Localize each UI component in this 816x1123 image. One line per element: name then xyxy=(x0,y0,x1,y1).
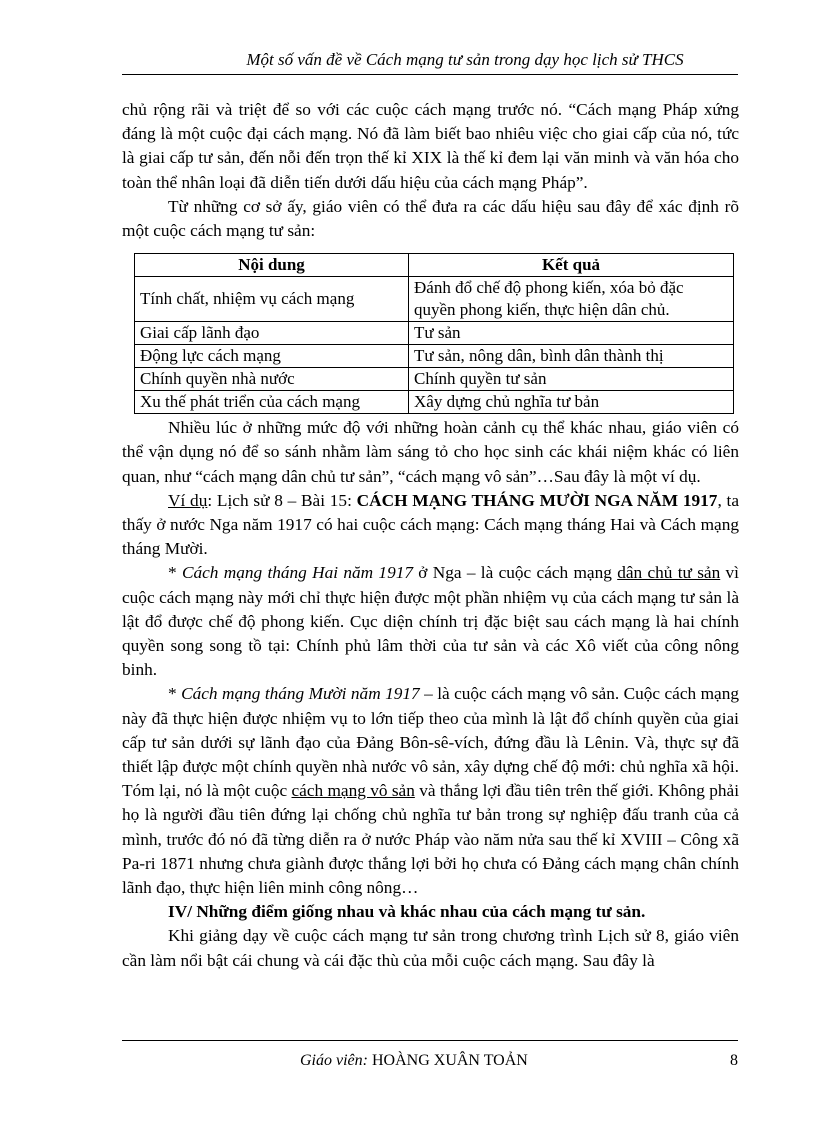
page-number: 8 xyxy=(730,1052,738,1069)
revolution-name: Cách mạng tháng Hai năm 1917 xyxy=(181,563,413,583)
table-cell: Chính quyền tư sản xyxy=(409,368,734,391)
table-row xyxy=(135,322,734,345)
table-cell: Tư sản, nông dân, bình dân thành thị xyxy=(409,345,734,368)
running-header: Một số vấn đề về Cách mạng tư sản trong dạy học lịch sử THCS xyxy=(246,50,684,69)
paragraph: Nhiều lúc ở những mức độ với những hoàn cảnh cụ thể khác nhau, giáo viên có thể vận dụng nó để so sánh nhằm làm sáng tỏ cho học sinh các khái niệm khác có liên quan, như “cách mạng dân chủ tư sản”, “cách mạng vô sản”…Sau đây là một ví dụ. xyxy=(122,418,739,486)
footer-rule xyxy=(122,1040,738,1041)
table-row xyxy=(135,277,734,322)
paragraph: Khi giảng dạy về cuộc cách mạng tư sản trong chương trình Lịch sử 8, giáo viên cần làm nổi bật cái chung và cái đặc thù của mỗi cuộc cách mạng. Sau đây là xyxy=(122,926,739,970)
table-cell: Động lực cách mạng xyxy=(135,345,409,368)
table-cell: Đánh đổ chế độ phong kiến, xóa bỏ đặc quyền phong kiến, thực hiện dân chủ. xyxy=(409,277,734,322)
underlined-term: dân chủ tư sản xyxy=(617,563,721,583)
table-header-row xyxy=(135,254,734,277)
footer-author xyxy=(300,1052,528,1070)
table-cell: Giai cấp lãnh đạo xyxy=(135,322,409,345)
underlined-term: cách mạng vô sản xyxy=(291,781,415,801)
lesson-title: CÁCH MẠNG THÁNG MƯỜI NGA NĂM 1917 xyxy=(356,490,718,510)
column-header: Nội dung xyxy=(135,254,409,277)
table-cell: Xu thế phát triển của cách mạng xyxy=(135,391,409,414)
footer-label: Giáo viên: xyxy=(300,1052,368,1069)
table-cell: Xây dựng chủ nghĩa tư bản xyxy=(409,391,734,414)
table-row xyxy=(135,368,734,391)
revolution-signs-table xyxy=(134,253,734,414)
table-cell: Tính chất, nhiệm vụ cách mạng xyxy=(135,277,409,322)
paragraph: * Cách mạng tháng Hai năm 1917 ở Nga – là cuộc cách mạng dân chủ tư sản vì cuộc cách mạng này mới chỉ thực hiện được một phần nhiệm vụ của cách mạng tư sản là lật đổ được chế độ phong kiến. Cục diện chính trị đặc biệt sau cách mạng là hai chính quyền song song tồ tại: Chính phủ lâm thời của tư sản và các Xô viết của công nông binh. xyxy=(122,563,739,680)
paragraph: chủ rộng rãi và triệt để so với các cuộc cách mạng trước nó. “Cách mạng Pháp xứng đáng là một cuộc đại cách mạng. Nó đã làm biết bao nhiêu việc cho giai cấp của nó, tức là giai cấp tư sản, đến nỗi đến trọn thế kỉ XIX là thế kỉ đem lại văn minh và văn hóa cho toàn thể nhân loại đã diễn tiến dưới dấu hiệu của cách mạng Pháp”. xyxy=(122,100,739,192)
section-heading: IV/ Những điểm giống nhau và khác nhau của cách mạng tư sản. xyxy=(168,902,646,922)
paragraph: * Cách mạng tháng Mười năm 1917 – là cuộc cách mạng vô sản. Cuộc cách mạng này đã thực hiện được nhiệm vụ to lớn tiếp theo của mình là lật đổ chính quyền của giai cấp tư sản dưới sự lãnh đạo của Đảng Bôn-sê-vích, đứng đầu là Lênin. Và, thực sự đã thiết lập được một chính quyền nhà nước vô sản, xây dựng chế độ mới: chủ nghĩa xã hội. Tóm lại, nó là một cuộc cách mạng vô sản và thắng lợi đầu tiên trên thế giới. Không phải họ là người đầu tiên đứng lại chống chủ nghĩa tư bản trong sự nghiệp đấu tranh của cả mình, trước đó nó đã từng diễn ra ở nước Pháp vào năm nửa sau thế kỉ XVIII – Công xã Pa-ri 1871 nhưng chưa giành được thắng lợi bởi họ chưa có Đảng cách mạng chân chính lãnh đạo, thực hiện liên minh công nông… xyxy=(122,684,739,898)
example-label: Ví dụ xyxy=(168,490,208,510)
column-header: Kết quả xyxy=(409,254,734,277)
table-row xyxy=(135,391,734,414)
table-cell: Chính quyền nhà nước xyxy=(135,368,409,391)
header-rule xyxy=(122,74,738,75)
table-cell: Tư sản xyxy=(409,322,734,345)
paragraph: Từ những cơ sở ấy, giáo viên có thể đưa ra các dấu hiệu sau đây để xác định rõ một cuộc cách mạng tư sản: xyxy=(122,196,739,241)
table-row xyxy=(135,345,734,368)
revolution-name: Cách mạng tháng Mười năm 1917 xyxy=(181,684,420,704)
author-name: HOÀNG XUÂN TOẢN xyxy=(371,1052,528,1069)
page-body xyxy=(122,98,739,973)
example-paragraph: Ví dụ: Lịch sử 8 – Bài 15: CÁCH MẠNG THÁNG MƯỜI NGA NĂM 1917, ta thấy ở nước Nga năm 1917 có hai cuộc cách mạng: Cách mạng tháng Hai và Cách mạng tháng Mười. xyxy=(122,490,739,559)
